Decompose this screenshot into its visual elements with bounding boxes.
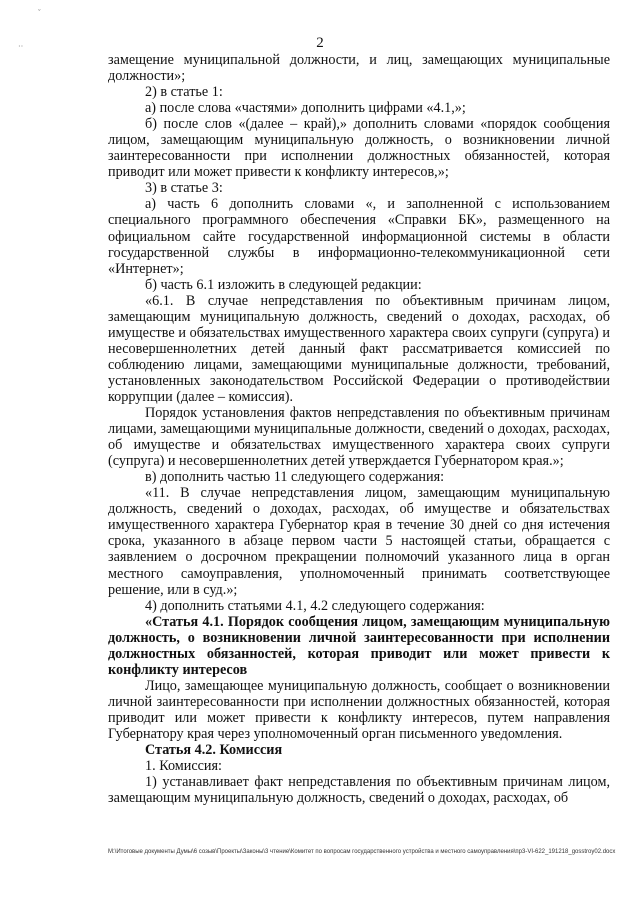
page-number: 2: [316, 35, 324, 51]
paragraph: б) часть 6.1 изложить в следующей редакции:: [145, 276, 422, 293]
paragraph: 4) дополнить статьями 4.1, 4.2 следующего содержания:: [145, 597, 485, 614]
scan-speck: ··: [18, 42, 24, 51]
file-path-footer: M:\Итоговые документы Думы\6 созыв\Проекты\Законы\3 чтение\Комитет по вопросам государственного устройства и местного самоуправления\пр3-VI-622_191218_gosstroy02.docx: [108, 849, 616, 855]
paragraph: Лицо, замещающее муниципальную должность, сообщает о возникновении личной заинтересованности при исполнении должностных обязанностей, которая приводит или может привести к конфликту интересов, путем направления Губернатору края через уполномоченный орган письменного уведомления.: [108, 677, 610, 742]
paragraph: 2) в статье 1:: [145, 84, 223, 101]
paragraph: Статья 4.2. Комиссия: [145, 742, 283, 759]
paragraph: «6.1. В случае непредставления по объективным причинам лицом, замещающим муниципальную должность, сведений о доходах, расходах, об имуществе и обязательствах имущественного характера своих супруги (супруга) и несовершеннолетних детей данный факт рассматривается комиссией по соблюдению лицами, замещающими муниципальные должности, требований, установленных законодательством Российской Федерации о противодействии коррупции (далее – комиссия).: [108, 292, 610, 405]
document-body: [108, 52, 610, 806]
paragraph: б) после слов «(далее – край),» дополнить словами «порядок сообщения лицом, замещающим муниципальную должность, о возникновении личной заинтересованности при исполнении должностных обязанностей, которая приводит или может привести к конфликту интересов,»;: [108, 116, 610, 181]
paragraph: «Статья 4.1. Порядок сообщения лицом, замещающим муниципальную должность, о возникновении личной заинтересованности при исполнении должностных обязанностей, которая приводит или может привести к конфликту интересов: [108, 613, 610, 678]
paragraph: 3) в статье 3:: [145, 180, 223, 197]
paragraph: 1) устанавливает факт непредставления по объективным причинам лицом, замещающим муниципальную должность, сведений о доходах, расходах, об: [108, 774, 610, 807]
paragraph: «11. В случае непредставления лицом, замещающим муниципальную должность, сведений о доходах, расходах, об имуществе и обязательствах имущественного характера Губернатор края в течение 30 дней со дня истечения срока, указанного в абзаце первом части 5 настоящей статьи, обращается с заявлением о досрочном прекращении полномочий указанного лица в орган местного самоуправления, уполномоченный принимать соответствующее решение, или в суд.»;: [108, 485, 610, 598]
paragraph: 1. Комиссия:: [145, 758, 222, 775]
scan-speck: ˇ: [38, 8, 41, 17]
paragraph: а) часть 6 дополнить словами «, и заполненной с использованием специального программного обеспечения «Справки БК», размещенного на официальном сайте государственной информационной системы в области государственной службы в информационно-телекоммуникационной сети «Интернет»;: [108, 196, 610, 277]
paragraph: замещение муниципальной должности, и лиц, замещающих муниципальные должности»;: [108, 52, 610, 85]
paragraph: в) дополнить частью 11 следующего содержания:: [145, 469, 445, 486]
paragraph: Порядок установления фактов непредставления по объективным причинам лицами, замещающими муниципальные должности, сведений о доходах, расходах, об имуществе и обязательствах имущественного характера своих супруги (супруга) и несовершеннолетних детей утверждается Губернатором края.»;: [108, 405, 610, 470]
paragraph: а) после слова «частями» дополнить цифрами «4.1,»;: [145, 100, 466, 117]
